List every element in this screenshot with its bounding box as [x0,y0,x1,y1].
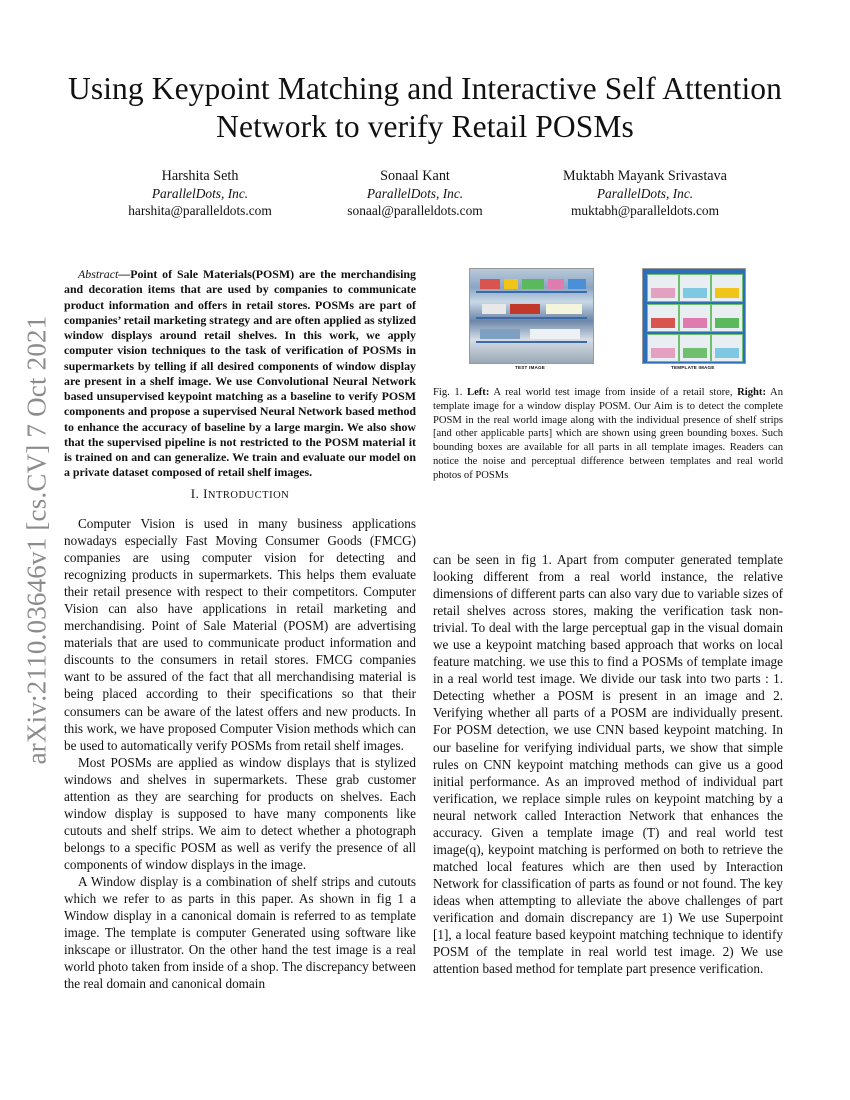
intro-text [64,515,416,992]
paragraph: Computer Vision is used in many business applications nowadays especially Fast Moving Consumer Goods (FMCG) companies are using computer vision for detecting and recognizing products in supermarkets. This helps them evaluate their retail presence with respect to their competitors. Computer Vision can also have applications in retail marketing and merchandising. Point of Sale Material (POSM) are advertising materials that are used to communicate product information and discounts to the consumers in retail stores. FMCG companies want to be assured of the fact that all merchandising material is being placed according to their specifications so that their consumers can be aware of the latest offers and new products. In this work, we have proposed Computer Vision methods which can be used to automatically verify POSMs from retail shelf images. [64,516,416,753]
caption-right-text: An template image for a window display POSM. Our Aim is to detect the complete POSM in the real world image along with the individual presence of shelf strips [and other applicable parts] which are shown using green bounding boxes. Such bounding boxes are available for all parts in all template images. Readers can notice the noise and perceptual difference between templates and real world photos of POSMs [433,387,783,481]
section-title-rest: NTRODUCTION [207,490,290,501]
abstract-text: —Point of Sale Materials(POSM) are the merchandising and decoration items that are used by companies to communicate product information and offers in retail stores. POSMs are part of companies’ retail marketing strategy and are often applied as stylized window displays around retail shelves. In this work, we apply computer vision techniques to the task of verification of POSMs in supermarkets by telling if all desired components of window display are present in a shelf image. We use Convolutional Neural Network based unsupervised keypoint matching as a baseline to verify POSM components and propose a supervised Neural Network based method to enhance the accuracy of baseline by a large margin. We also show that the supervised pipeline is not restricted to the POSM material it is trained on and can generalize. We train and evaluate our model on a private dataset composed of retail shelf images. [64,267,416,480]
test-image [469,268,594,364]
author-affiliation: ParallelDots, Inc. [596,186,694,201]
template-image [642,268,746,364]
caption-left-text: A real world test image from inside of a retail store, [489,387,733,398]
template-image-label: TEMPLATE IMAGE [671,365,715,370]
author-block [100,168,300,219]
right-column-text [433,551,783,977]
figure-caption [433,386,783,483]
author-email: muktabh@paralleldots.com [570,203,720,218]
abstract-label: Abstract [78,267,119,281]
section-first-letter: I [203,486,208,501]
section-number: I. [190,486,200,501]
author-name: Sonaal Kant [380,168,450,184]
author-email: sonaal@paralleldots.com [347,203,483,218]
test-image-label: TEST IMAGE [515,365,546,370]
author-name: Muktabh Mayank Srivastava [563,168,727,184]
abstract [64,267,416,481]
paragraph: Most POSMs are applied as window displays that is stylized windows and shelves in supermarkets. These grab customer attention as they are searching for products on shelves. Each window display is supposed to have many components like cutouts and shelf strips. We aim to detect whether a photograph belongs to a specific POSM as well as verify the presence of all components of window displays in the image. [64,754,416,872]
caption-prefix: Fig. 1. [433,387,463,398]
paragraph: can be seen in fig 1. Apart from computer generated template looking different from a real world instance, the relative dimensions of different parts can also vary due to variable sizes of retail shelves across stores, making the verification task non-trivial. To deal with the large perceptual gap in the visual domain we use a keypoint matching based approach that works on local feature matching. we use this to find a POSMs of template image in a real world test image. We divide our task into two parts : 1. Detecting whether a POSM is present in an image and 2. Verifying whether all parts of a POSM are individually present. For POSM detection, we use CNN based keypoint matching. In our baseline for verifying individual parts, we show that simple rules on CNN keypoint matching methods can give us a good initial performance. As an improved method of individual part verification, we replace simple rules on keypoint matching by a neural network called Interaction Network that enhances the accuracy. Given a template image (T) and real world test image(q), keypoint matching is performed on both to retrieve the matched local features which are then used by Interaction Network for classification of parts as found or not found. The key ideas when attempting to alleviate the above challenges of part verification and domain discrepancy are 1) We use Superpoint [1], a local feature based keypoint matching technique to identify POSM of the template in real world test image. 2) We use attention based method for template part presence verification. [433,552,783,977]
arxiv-stamp-text: arXiv:2110.03646v1 [cs.CV] 7 Oct 2021 [21,315,52,765]
author-block [330,168,500,219]
author-list [100,168,760,219]
section-heading [64,486,416,502]
author-affiliation: ParallelDots, Inc. [366,186,464,201]
caption-right-bold: Right: [737,387,766,398]
arxiv-stamp [12,300,62,780]
paragraph: A Window display is a combination of shelf strips and cutouts which we refer to as parts in this paper. As shown in fig 1 a Window display in a canonical domain is referred to as template image. The template is computer Generated using software like inkscape or illustrator. On the other hand the test image is a real world photo taken from inside of a shop. The discrepancy between the real domain and canonical domain [64,873,416,992]
author-email: harshita@paralleldots.com [128,203,272,218]
author-name: Harshita Seth [161,168,239,184]
figure-1 [433,268,783,376]
paper-title: Using Keypoint Matching and Interactive Self Attention Network to verify Retail POSMs [68,71,782,144]
author-affiliation: ParallelDots, Inc. [151,186,249,201]
caption-left-bold: Left: [467,387,490,398]
author-block [530,168,760,219]
